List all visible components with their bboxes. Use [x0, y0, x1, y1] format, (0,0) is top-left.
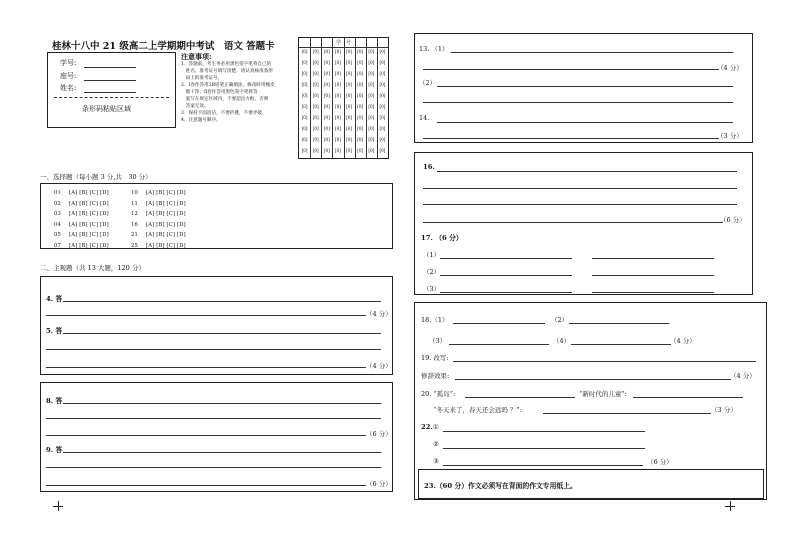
q16-points: （6 分）: [720, 216, 746, 224]
note-line: 案写在规定区域内，不要超出方框，否则: [181, 97, 269, 102]
q20-a-line[interactable]: [465, 397, 575, 398]
grid-bubble[interactable]: [0]: [368, 93, 375, 98]
q16-line-2[interactable]: [423, 188, 737, 189]
note-line: 答案无效。: [181, 104, 209, 109]
q8-q9-box: [40, 382, 393, 492]
q19-points: （4 分）: [730, 372, 756, 380]
q16-line-4[interactable]: [423, 222, 723, 223]
grid-bubble[interactable]: [0]: [312, 49, 319, 54]
mc-number: 04: [54, 221, 62, 228]
id-label: 学号:: [60, 59, 77, 67]
q13-1-line-1[interactable]: [451, 52, 733, 53]
q5-points: （4 分）: [366, 362, 392, 370]
page-title: 桂林十八中 21 级高二上学期期中考试 语文 答题卡: [52, 41, 275, 52]
grid-bubble[interactable]: [0]: [357, 104, 364, 109]
mc-options[interactable]: [A] [B] [C] [D]: [146, 200, 186, 207]
q23-label: 23.（60 分）作文必须写在背面的作文专用纸上。: [424, 482, 577, 490]
q9-label: 9. 答: [46, 446, 63, 454]
grid-bubble[interactable]: [0]: [312, 71, 319, 76]
q17-answer-line[interactable]: [440, 258, 572, 259]
grid-bubble[interactable]: [0]: [312, 60, 319, 65]
mc-options[interactable]: [A] [B] [C] [D]: [69, 232, 109, 238]
mc-options[interactable]: [A] [B] [C] [D]: [69, 221, 109, 228]
q4-q5-box: [40, 276, 393, 375]
grid-bubble[interactable]: [0]: [346, 71, 353, 76]
grid-bubble[interactable]: [0]: [323, 71, 330, 76]
grid-bubble[interactable]: [0]: [346, 126, 353, 131]
mc-number: 07: [54, 242, 62, 249]
mc-number: 01: [54, 190, 62, 196]
grid-bubble[interactable]: [0]: [323, 126, 330, 131]
grid-bubble[interactable]: [0]: [323, 115, 330, 120]
mc-number: 21: [131, 232, 139, 238]
grid-bubble[interactable]: [0]: [346, 104, 353, 109]
q14-points: （3 分）: [717, 132, 743, 140]
grid-bubble[interactable]: [0]: [346, 93, 353, 98]
registration-mark-right: [725, 501, 735, 511]
q8-answer-line-3[interactable]: [46, 435, 366, 436]
registration-mark-left: [53, 501, 63, 511]
q9-answer-line-2[interactable]: [46, 467, 381, 468]
note-line: 码上的准考证号。: [181, 76, 223, 81]
note-line: 1．答题前，考生务必用黑色签字笔将自己的: [181, 62, 272, 67]
q13-2-line-2[interactable]: [423, 102, 733, 103]
name-label: 姓名:: [60, 84, 77, 92]
mc-options[interactable]: [A] [B] [C] [D]: [146, 242, 186, 249]
q9-answer-line-3[interactable]: [46, 485, 366, 486]
grid-bubble[interactable]: [0]: [301, 126, 308, 131]
q19-rewrite-line[interactable]: [453, 361, 756, 362]
grid-bubble[interactable]: [0]: [357, 126, 364, 131]
mc-options[interactable]: [A] [B] [C] [D]: [146, 221, 186, 228]
grid-bubble[interactable]: [0]: [323, 137, 330, 142]
section1-heading: 一、选择题（每小题 3 分,共 30 分）: [40, 173, 152, 181]
q17-item-label: （1）: [423, 251, 441, 259]
grid-bubble[interactable]: [0]: [357, 71, 364, 76]
grid-bubble[interactable]: [0]: [379, 137, 386, 142]
grid-bubble[interactable]: [0]: [368, 82, 375, 87]
q13-label: 13. （1）: [419, 45, 449, 53]
q18-4-line[interactable]: [571, 344, 671, 345]
grid-bubble[interactable]: [0]: [379, 115, 386, 120]
q17-answer-line[interactable]: [592, 292, 714, 293]
q14-line-2[interactable]: [423, 138, 719, 139]
grid-bubble[interactable]: [0]: [368, 115, 375, 120]
q4-answer-line-1[interactable]: [63, 301, 381, 302]
grid-bubble[interactable]: [0]: [334, 93, 341, 98]
grid-bubble[interactable]: [0]: [368, 49, 375, 54]
grid-bubble[interactable]: [0]: [357, 148, 364, 153]
name-field[interactable]: [84, 92, 136, 93]
q17-item-label: （3）: [423, 285, 441, 293]
grid-bubble[interactable]: [0]: [379, 93, 386, 98]
q20-label: 20. “孤岛”:: [421, 390, 456, 398]
q16-line-1[interactable]: [437, 171, 737, 172]
q22-points: （6 分）: [647, 458, 673, 466]
q18-3-label: （3）: [429, 337, 447, 345]
mc-options[interactable]: [A] [B] [C] [D]: [146, 190, 186, 196]
grid-bubble[interactable]: [0]: [334, 71, 341, 76]
q18-1-line[interactable]: [453, 323, 545, 324]
grid-bubble[interactable]: [0]: [346, 137, 353, 142]
q18-2-label: （2）: [551, 316, 569, 324]
grid-bubble[interactable]: [0]: [357, 60, 364, 65]
q20-c-label: “冬天来了，春天还会远吗 ？”:: [433, 406, 522, 414]
grid-bubble[interactable]: [0]: [368, 137, 375, 142]
q22-item-label: ②: [433, 440, 439, 448]
grid-bubble[interactable]: [0]: [379, 104, 386, 109]
grid-bubble[interactable]: [0]: [323, 60, 330, 65]
notes-heading: 注意事项:: [181, 52, 212, 61]
grid-bubble[interactable]: [0]: [312, 104, 319, 109]
grid-bubble[interactable]: [0]: [357, 137, 364, 142]
grid-bubble[interactable]: [0]: [379, 126, 386, 131]
q22-answer-line[interactable]: [443, 431, 645, 432]
grid-bubble[interactable]: [0]: [323, 93, 330, 98]
q20-c-line[interactable]: [543, 413, 711, 414]
q13-2-line-1[interactable]: [437, 86, 733, 87]
q19-effect-label: 修辞效果:: [421, 372, 450, 380]
barcode-area: 条形码粘贴区域: [82, 105, 131, 113]
q22-answer-line[interactable]: [443, 448, 645, 449]
notes-list: [181, 61, 293, 124]
q14-label: 14.: [419, 114, 430, 122]
q17-answer-line[interactable]: [440, 292, 572, 293]
grid-bubble[interactable]: [0]: [334, 49, 341, 54]
mc-number: 25: [131, 242, 139, 249]
mc-number: 11: [131, 200, 139, 207]
q14-line-1[interactable]: [437, 122, 733, 123]
grid-bubble[interactable]: [0]: [357, 93, 364, 98]
q18-3-line[interactable]: [449, 344, 549, 345]
q20-points: （3 分）: [711, 406, 737, 414]
q4-answer-line-2[interactable]: [46, 315, 366, 316]
q13-2-label: （2）: [419, 79, 437, 87]
q17-answer-line[interactable]: [592, 258, 714, 259]
mc-number: 03: [54, 211, 62, 217]
grid-bubble[interactable]: [0]: [312, 137, 319, 142]
q22-item-label: ①: [433, 423, 439, 431]
note-line: 姓名、准考证号填写清楚，请认真核准条形: [181, 69, 273, 74]
mc-options[interactable]: [A] [B] [C] [D]: [146, 211, 186, 217]
grid-bubble[interactable]: [0]: [368, 71, 375, 76]
q18-label: 18.（1）: [421, 316, 449, 324]
grid-bubble[interactable]: [0]: [312, 126, 319, 131]
grid-bubble[interactable]: [0]: [334, 137, 341, 142]
grid-bubble[interactable]: [0]: [334, 148, 341, 153]
student-info-box: [47, 52, 176, 128]
note-line: 3．保持卡面清洁，不要折叠，不要弄破。: [181, 111, 267, 116]
q16-q17-box: [414, 152, 753, 295]
grid-bubble[interactable]: [0]: [323, 49, 330, 54]
q5-label: 5. 答: [46, 327, 63, 335]
section2-heading: 二、主观题（共 13 大题，120 分）: [40, 264, 145, 272]
q22-answer-line[interactable]: [443, 465, 643, 466]
id-field[interactable]: [84, 67, 136, 68]
seat-field[interactable]: [84, 80, 136, 81]
student-number-grid: [298, 37, 389, 159]
grid-bubble[interactable]: [0]: [301, 104, 308, 109]
grid-bubble[interactable]: [0]: [312, 82, 319, 87]
grid-bubble[interactable]: [0]: [301, 60, 308, 65]
note-line: 2．Ⅰ卷作答用2B铅笔正确填涂，修改时用橡皮: [181, 83, 275, 88]
q22-label: 22.: [421, 423, 433, 431]
q18-points: （4 分）: [670, 337, 696, 345]
grid-bubble[interactable]: [0]: [368, 126, 375, 131]
grid-cells: [299, 48, 388, 158]
grid-bubble[interactable]: [0]: [312, 93, 319, 98]
grid-header: 学 号: [335, 40, 351, 46]
grid-bubble[interactable]: [0]: [301, 93, 308, 98]
grid-bubble[interactable]: [0]: [301, 82, 308, 87]
grid-bubble[interactable]: [0]: [323, 82, 330, 87]
mc-number: 16: [131, 221, 139, 228]
mc-number: 02: [54, 200, 62, 207]
q16-label: 16.: [423, 163, 435, 171]
grid-bubble[interactable]: [0]: [301, 148, 308, 153]
mc-options[interactable]: [A] [B] [C] [D]: [69, 242, 109, 249]
grid-bubble[interactable]: [0]: [334, 104, 341, 109]
mc-options[interactable]: [A] [B] [C] [D]: [69, 200, 109, 207]
q22-item-label: ③: [433, 457, 439, 465]
q17-answer-line[interactable]: [440, 275, 572, 276]
note-line: 擦干净；Ⅱ卷作答用黑色签字笔将答: [181, 90, 258, 95]
q5-answer-line-1[interactable]: [63, 333, 381, 334]
q13-1-line-2[interactable]: [423, 69, 719, 70]
q20-b-label: “新时代的儿童”:: [579, 390, 627, 398]
grid-bubble[interactable]: [0]: [334, 82, 341, 87]
q9-answer-line-1[interactable]: [63, 452, 381, 453]
grid-bubble[interactable]: [0]: [379, 71, 386, 76]
seat-label: 座号:: [60, 72, 77, 80]
mc-options[interactable]: [A] [B] [C] [D]: [69, 211, 109, 217]
grid-bubble[interactable]: [0]: [301, 49, 308, 54]
grid-bubble[interactable]: [0]: [346, 82, 353, 87]
q19-effect-line[interactable]: [455, 379, 731, 380]
mc-number: 05: [54, 232, 62, 238]
note-line: 4．注意题号顺序。: [181, 118, 221, 123]
mc-number: 12: [131, 211, 139, 217]
grid-bubble[interactable]: [0]: [334, 126, 341, 131]
q18-2-line[interactable]: [569, 323, 669, 324]
q13-q14-box: [414, 33, 753, 143]
grid-bubble[interactable]: [0]: [379, 60, 386, 65]
q17-label: 17. （6 分）: [421, 234, 463, 242]
q8-points: （6 分）: [366, 430, 392, 438]
mc-box: [40, 183, 393, 249]
grid-bubble[interactable]: [0]: [346, 115, 353, 120]
q13-1-points: （4 分）: [717, 64, 743, 72]
grid-bubble[interactable]: [0]: [334, 60, 341, 65]
grid-bubble[interactable]: [0]: [357, 82, 364, 87]
grid-bubble[interactable]: [0]: [379, 82, 386, 87]
q9-points: （6 分）: [366, 480, 392, 488]
grid-bubble[interactable]: [0]: [346, 60, 353, 65]
grid-bubble[interactable]: [0]: [357, 49, 364, 54]
q17-item-label: （2）: [423, 268, 441, 276]
mc-number: 10: [131, 190, 139, 196]
q23-box: [418, 469, 764, 499]
grid-bubble[interactable]: [0]: [346, 49, 353, 54]
grid-bubble[interactable]: [0]: [368, 148, 375, 153]
q5-answer-line-2[interactable]: [46, 349, 381, 350]
grid-bubble[interactable]: [0]: [334, 115, 341, 120]
grid-bubble[interactable]: [0]: [301, 71, 308, 76]
grid-bubble[interactable]: [0]: [301, 137, 308, 142]
grid-bubble[interactable]: [0]: [368, 104, 375, 109]
q18-4-label: （4）: [553, 337, 571, 345]
grid-bubble[interactable]: [0]: [301, 115, 308, 120]
q4-points: （4 分）: [366, 310, 392, 318]
grid-bubble[interactable]: [0]: [379, 148, 386, 153]
mc-options[interactable]: [A] [B] [C] [D]: [146, 232, 186, 238]
grid-bubble[interactable]: [0]: [357, 115, 364, 120]
q19-label: 19. 改写:: [421, 354, 449, 362]
mc-options[interactable]: [A] [B] [C] [D]: [69, 190, 109, 196]
q18-q22-box: [414, 302, 767, 500]
q20-b-line[interactable]: [633, 397, 743, 398]
q8-answer-line-2[interactable]: [46, 418, 381, 419]
grid-bubble[interactable]: [0]: [346, 148, 353, 153]
q16-line-3[interactable]: [423, 204, 737, 205]
q5-answer-line-3[interactable]: [46, 367, 366, 368]
q17-answer-line[interactable]: [592, 275, 714, 276]
q4-label: 4. 答: [46, 295, 63, 303]
grid-bubble[interactable]: [0]: [368, 60, 375, 65]
grid-bubble[interactable]: [0]: [323, 104, 330, 109]
grid-bubble[interactable]: [0]: [379, 49, 386, 54]
grid-bubble[interactable]: [0]: [312, 115, 319, 120]
dashed-divider: [54, 97, 169, 98]
q8-label: 8. 答: [46, 397, 63, 405]
q8-answer-line-1[interactable]: [63, 403, 381, 404]
grid-bubble[interactable]: [0]: [323, 148, 330, 153]
grid-bubble[interactable]: [0]: [312, 148, 319, 153]
